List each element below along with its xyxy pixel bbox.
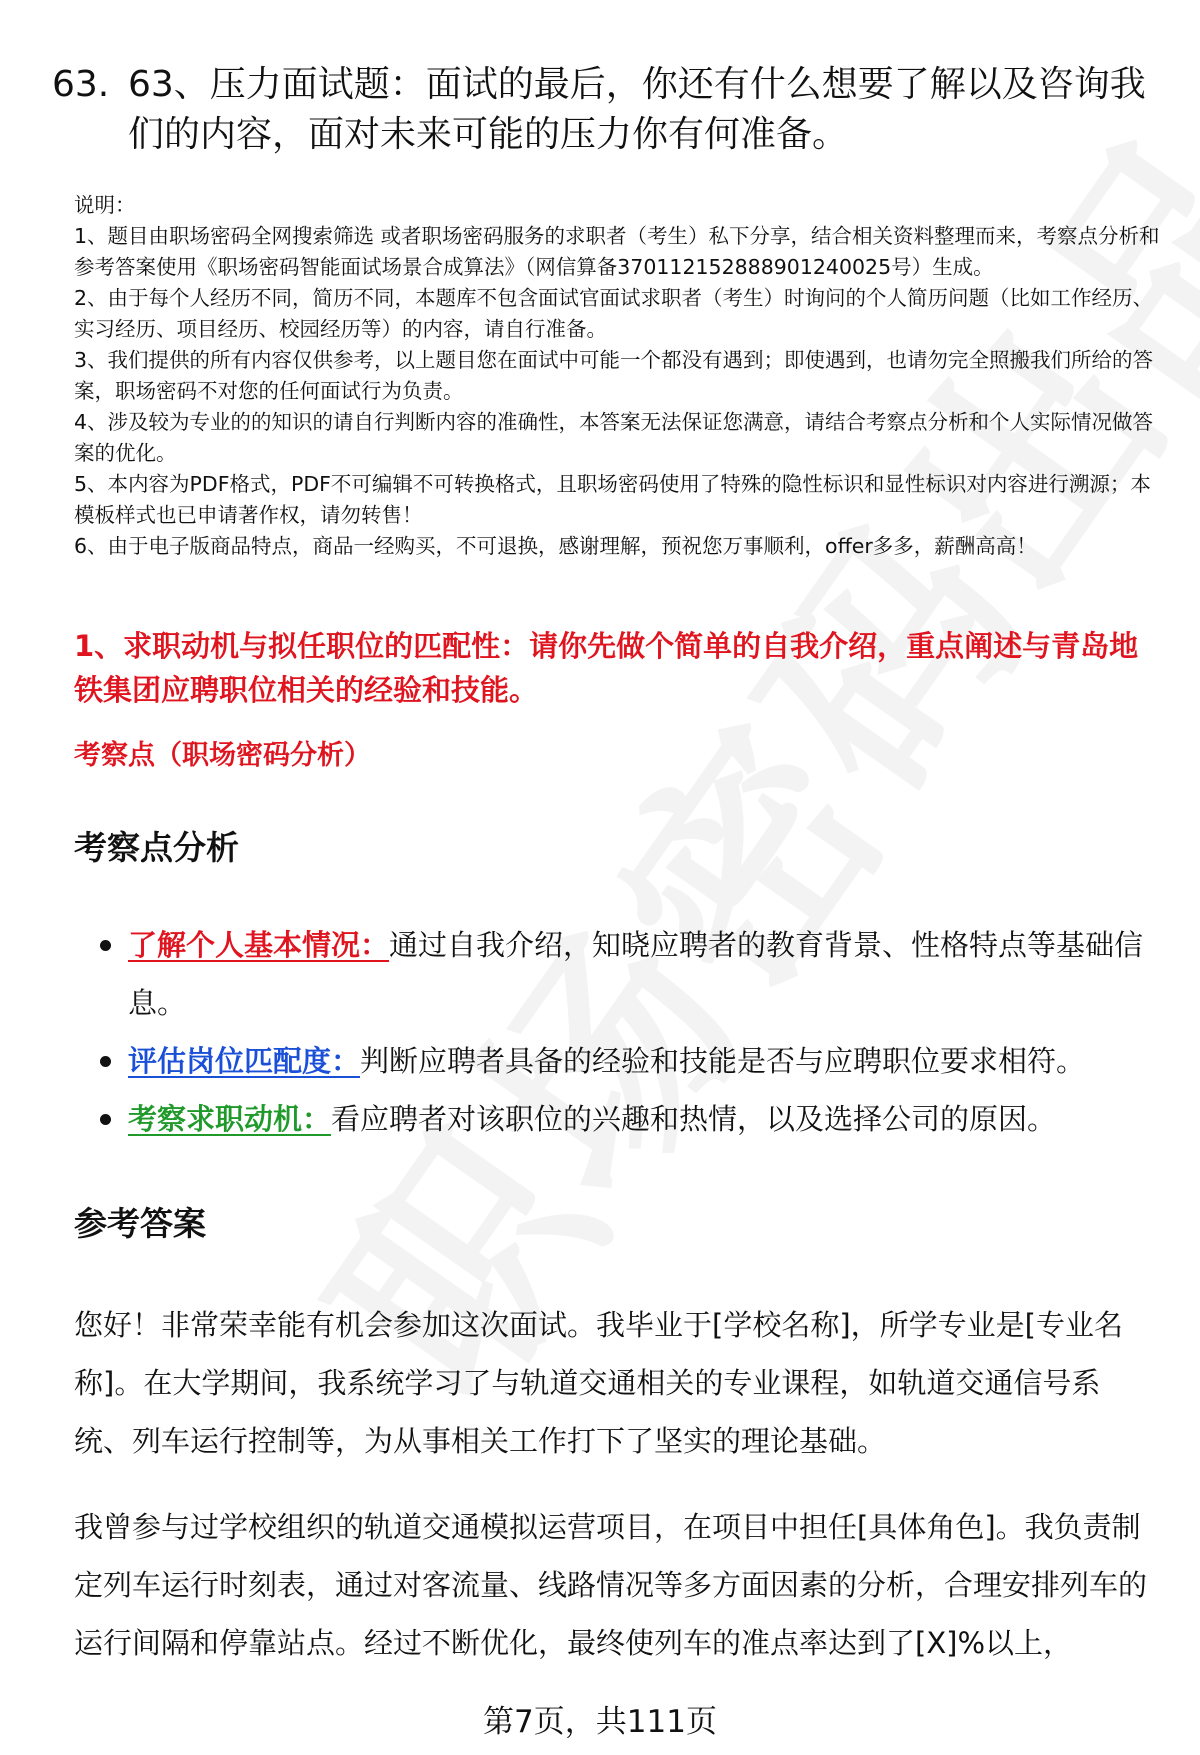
bullet-label: 评估岗位匹配度： [128,1044,361,1078]
bullet-label: 考察求职动机： [128,1102,332,1136]
bullet-icon [100,940,111,951]
note-item: 3、我们提供的所有内容仅供参考，以上题目您在面试中可能一个都没有遇到；即使遇到，也请勿完全照搬我们所给的答案，职场密码不对您的任何面试行为负责。 [74,348,1154,403]
bullet-icon [100,1056,111,1067]
bullet-text: 通过自我介绍，知晓应聘者的教育背景、性格特点等基础信息。 [128,928,1144,1020]
question-title [52,60,1152,160]
interview-question: 1、求职动机与拟任职位的匹配性：请你先做个简单的自我介绍，重点阐述与青岛地铁集团应聘职位相关的经验和技能。 [74,629,1139,707]
bullet-label: 了解个人基本情况： [128,928,390,962]
note-item: 5、本内容为PDF格式，PDF不可编辑不可转换格式，且职场密码使用了特殊的隐性标识和显性标识对内容进行溯源；本模板样式也已申请著作权，请勿转售！ [74,472,1151,527]
bullet-icon [100,1114,111,1125]
list-item [128,1090,1148,1148]
notes-heading: 说明： [74,193,136,217]
analysis-list [128,916,1148,1148]
answer-body [74,1296,1154,1700]
list-item [128,916,1148,1032]
note-item: 1、题目由职场密码全网搜索筛选 或者职场密码服务的求职者（考生）私下分享，结合相关资料整理而来，考察点分析和参考答案使用《职场密码智能面试场景合成算法》（网信算备370112152888901240025号）生成。 [74,224,1160,279]
analysis-heading: 考察点分析 [74,828,239,867]
note-item: 6、由于电子版商品特点，商品一经购买，不可退换，感谢理解，预祝您万事顺利，offer多多，薪酬高高！ [74,534,1037,558]
answer-paragraph: 我曾参与过学校组织的轨道交通模拟运营项目，在项目中担任[具体角色]。我负责制定列车运行时刻表，通过对客流量、线路情况等多方面因素的分析，合理安排列车的运行间隔和停靠站点。经过不断优化，最终使列车的准点率达到了[X]%以上， [74,1510,1148,1660]
bullet-text: 判断应聘者具备的经验和技能是否与应聘职位要求相符。 [360,1044,1086,1078]
kaochadian-label: 考察点（职场密码分析） [74,740,371,771]
note-item: 2、由于每个人经历不同，简历不同，本题库不包含面试官面试求职者（考生）时询问的个人简历问题（比如工作经历、实习经历、项目经历、校园经历等）的内容，请自行准备。 [74,286,1154,341]
disclaimer-notes [74,190,1164,562]
question-text: 63、压力面试题：面试的最后，你还有什么想要了解以及咨询我们的内容，面对未来可能的压力你有何准备。 [128,64,1146,155]
answer-heading: 参考答案 [74,1204,206,1243]
list-item [128,1032,1148,1090]
bullet-text: 看应聘者对该职位的兴趣和热情，以及选择公司的原因。 [331,1102,1057,1136]
answer-paragraph: 您好！非常荣幸能有机会参加这次面试。我毕业于[学校名称]，所学专业是[专业名称]。在大学期间，我系统学习了与轨道交通相关的专业课程，如轨道交通信号系统、列车运行控制等，为从事相关工作打下了坚实的理论基础。 [74,1308,1123,1458]
note-item: 4、涉及较为专业的的知识的请自行判断内容的准确性，本答案无法保证您满意，请结合考察点分析和个人实际情况做答案的优化。 [74,410,1154,465]
page-number: 第7页，共111页 [483,1704,717,1740]
question-number: 63. [52,64,110,105]
